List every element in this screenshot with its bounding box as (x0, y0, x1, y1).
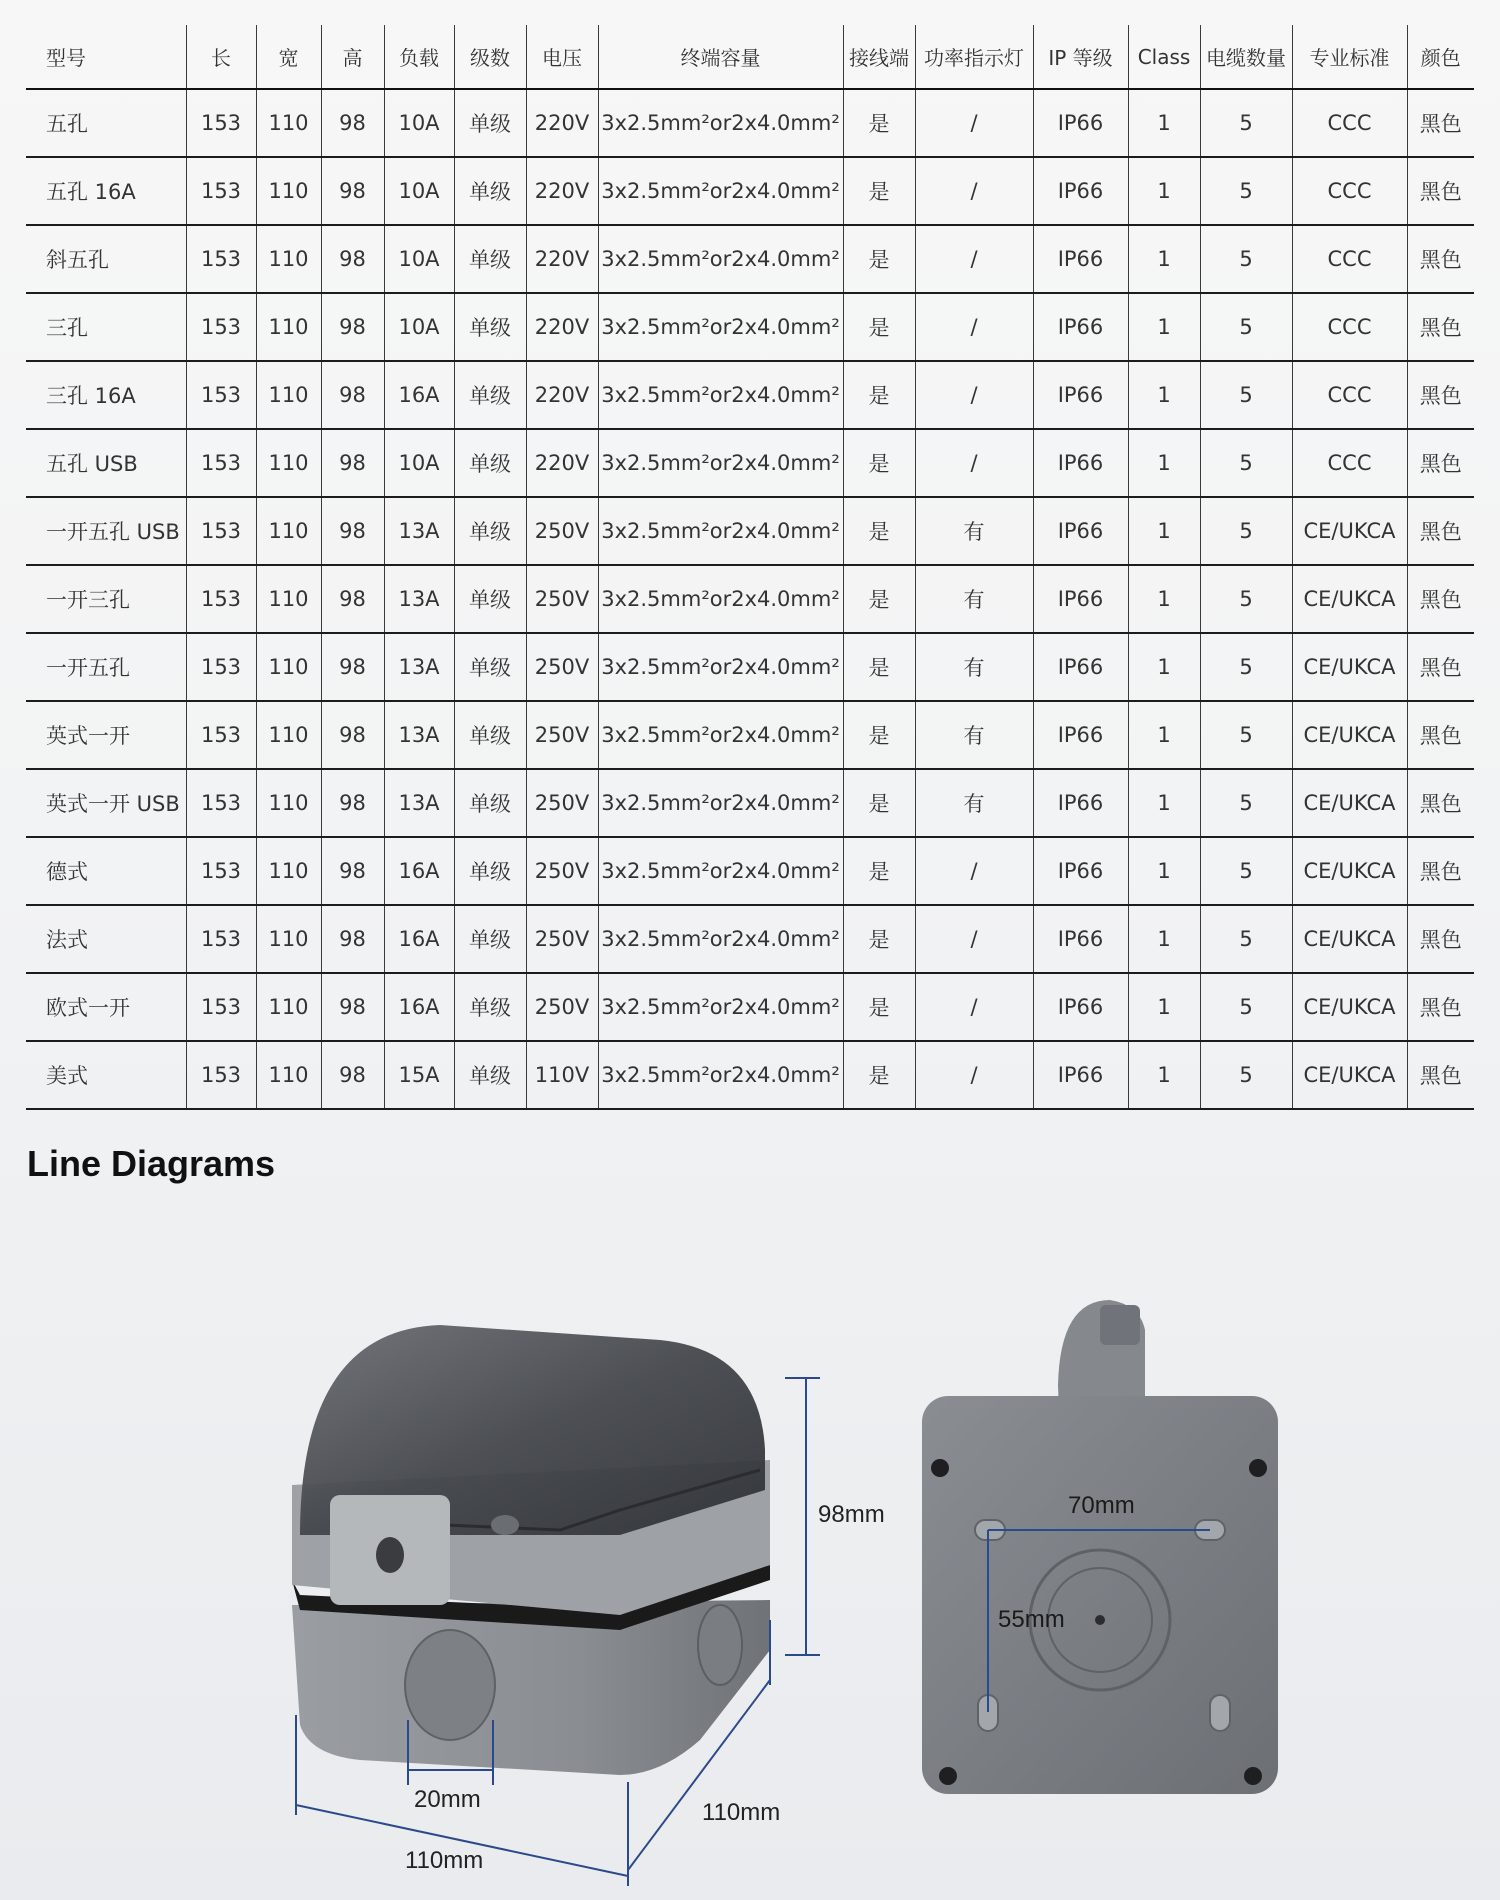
model-cell: 五孔 16A (26, 157, 186, 225)
column-header: 专业标准 (1292, 25, 1407, 89)
spec-cell: 250V (526, 633, 598, 701)
spec-cell: IP66 (1033, 225, 1128, 293)
spec-cell: 5 (1200, 1041, 1292, 1109)
spec-cell: 是 (843, 89, 915, 157)
spec-cell: 5 (1200, 769, 1292, 837)
spec-cell: 13A (384, 497, 454, 565)
spec-cell: IP66 (1033, 701, 1128, 769)
spec-cell: 110 (256, 361, 321, 429)
model-cell: 一开五孔 USB (26, 497, 186, 565)
spec-cell: 5 (1200, 565, 1292, 633)
table-row (26, 293, 1474, 361)
spec-cell: 3x2.5mm²or2x4.0mm² (598, 633, 843, 701)
spec-cell: 10A (384, 429, 454, 497)
mount-height-label: 55mm (998, 1606, 1065, 1633)
spec-cell: CCC (1292, 89, 1407, 157)
spec-cell: 有 (915, 565, 1033, 633)
spec-cell: 13A (384, 565, 454, 633)
spec-cell: 5 (1200, 701, 1292, 769)
model-cell: 一开五孔 (26, 633, 186, 701)
spec-cell: 有 (915, 497, 1033, 565)
table-row (26, 769, 1474, 837)
section-title: Line Diagrams (27, 1143, 276, 1184)
spec-cell: 220V (526, 429, 598, 497)
spec-cell: 3x2.5mm²or2x4.0mm² (598, 225, 843, 293)
model-cell: 德式 (26, 837, 186, 905)
spec-cell: 153 (186, 293, 256, 361)
spec-cell: 是 (843, 701, 915, 769)
spec-cell: 黑色 (1407, 973, 1474, 1041)
spec-cell: 110 (256, 565, 321, 633)
spec-cell: 10A (384, 89, 454, 157)
spec-cell: 是 (843, 293, 915, 361)
spec-cell: 单级 (454, 565, 526, 633)
spec-cell: 5 (1200, 89, 1292, 157)
spec-cell: 98 (321, 701, 384, 769)
spec-cell: 黑色 (1407, 293, 1474, 361)
model-cell: 英式一开 (26, 701, 186, 769)
spec-cell: IP66 (1033, 905, 1128, 973)
column-header: 级数 (454, 25, 526, 89)
spec-cell: 3x2.5mm²or2x4.0mm² (598, 701, 843, 769)
spec-cell: 3x2.5mm²or2x4.0mm² (598, 293, 843, 361)
model-cell: 一开三孔 (26, 565, 186, 633)
spec-cell: IP66 (1033, 1041, 1128, 1109)
spec-cell: 110 (256, 633, 321, 701)
model-cell: 五孔 USB (26, 429, 186, 497)
spec-cell: / (915, 837, 1033, 905)
spec-cell: 153 (186, 497, 256, 565)
spec-cell: 1 (1128, 293, 1200, 361)
spec-cell: 153 (186, 429, 256, 497)
spec-cell: 单级 (454, 633, 526, 701)
header-row (26, 25, 1474, 89)
spec-cell: 110 (256, 973, 321, 1041)
spec-cell: 153 (186, 837, 256, 905)
spec-cell: CE/UKCA (1292, 1041, 1407, 1109)
spec-cell: 13A (384, 769, 454, 837)
spec-cell: 98 (321, 225, 384, 293)
spec-cell: IP66 (1033, 837, 1128, 905)
spec-cell: CE/UKCA (1292, 701, 1407, 769)
hole-label: 20mm (414, 1786, 481, 1813)
spec-cell: IP66 (1033, 361, 1128, 429)
spec-cell: 10A (384, 293, 454, 361)
spec-cell: IP66 (1033, 769, 1128, 837)
spec-cell: 98 (321, 905, 384, 973)
spec-cell: 110 (256, 293, 321, 361)
spec-cell: 是 (843, 497, 915, 565)
spec-cell: CE/UKCA (1292, 905, 1407, 973)
spec-cell: 1 (1128, 905, 1200, 973)
spec-cell: 黑色 (1407, 157, 1474, 225)
spec-cell: 10A (384, 157, 454, 225)
spec-cell: 98 (321, 565, 384, 633)
spec-cell: 单级 (454, 497, 526, 565)
spec-cell: 98 (321, 497, 384, 565)
spec-cell: 98 (321, 89, 384, 157)
spec-cell: 5 (1200, 225, 1292, 293)
spec-cell: IP66 (1033, 89, 1128, 157)
spec-cell: 单级 (454, 361, 526, 429)
spec-cell: 153 (186, 89, 256, 157)
spec-cell: 110 (256, 429, 321, 497)
spec-cell: 5 (1200, 837, 1292, 905)
spec-cell: 5 (1200, 293, 1292, 361)
spec-cell: 黑色 (1407, 1041, 1474, 1109)
spec-cell: IP66 (1033, 157, 1128, 225)
spec-cell: 3x2.5mm²or2x4.0mm² (598, 157, 843, 225)
spec-cell: 220V (526, 293, 598, 361)
spec-cell: 是 (843, 633, 915, 701)
table-row (26, 701, 1474, 769)
spec-cell: 98 (321, 361, 384, 429)
spec-cell: 3x2.5mm²or2x4.0mm² (598, 905, 843, 973)
spec-cell: 黑色 (1407, 497, 1474, 565)
table-row (26, 1041, 1474, 1109)
spec-cell: 单级 (454, 157, 526, 225)
spec-cell: 1 (1128, 1041, 1200, 1109)
spec-table (26, 25, 1474, 1110)
spec-cell: CCC (1292, 157, 1407, 225)
spec-cell: 5 (1200, 633, 1292, 701)
spec-cell: 220V (526, 225, 598, 293)
spec-cell: 220V (526, 157, 598, 225)
column-header: Class (1128, 25, 1200, 89)
spec-cell: 98 (321, 769, 384, 837)
spec-cell: 153 (186, 1041, 256, 1109)
column-header: 电压 (526, 25, 598, 89)
spec-cell: 是 (843, 157, 915, 225)
spec-cell: IP66 (1033, 293, 1128, 361)
spec-cell: 98 (321, 633, 384, 701)
spec-cell: 16A (384, 905, 454, 973)
enclosure-perspective-view (292, 1325, 770, 1775)
column-header: 宽 (256, 25, 321, 89)
spec-cell: 黑色 (1407, 837, 1474, 905)
spec-cell: 5 (1200, 361, 1292, 429)
spec-cell: 153 (186, 157, 256, 225)
spec-cell: IP66 (1033, 497, 1128, 565)
spec-cell: 5 (1200, 973, 1292, 1041)
spec-cell: 单级 (454, 293, 526, 361)
spec-cell: 98 (321, 429, 384, 497)
model-cell: 英式一开 USB (26, 769, 186, 837)
spec-cell: 单级 (454, 973, 526, 1041)
spec-cell: 3x2.5mm²or2x4.0mm² (598, 769, 843, 837)
spec-cell: 16A (384, 361, 454, 429)
model-cell: 三孔 16A (26, 361, 186, 429)
spec-cell: 是 (843, 837, 915, 905)
spec-cell: / (915, 905, 1033, 973)
spec-cell: 110 (256, 225, 321, 293)
spec-cell: 是 (843, 769, 915, 837)
spec-cell: 3x2.5mm²or2x4.0mm² (598, 1041, 843, 1109)
table-row (26, 225, 1474, 293)
spec-cell: 3x2.5mm²or2x4.0mm² (598, 89, 843, 157)
depth-label: 110mm (702, 1799, 781, 1826)
spec-cell: 黑色 (1407, 701, 1474, 769)
spec-cell: 是 (843, 565, 915, 633)
spec-cell: 98 (321, 1041, 384, 1109)
spec-cell: 是 (843, 973, 915, 1041)
spec-cell: 250V (526, 973, 598, 1041)
spec-cell: / (915, 89, 1033, 157)
spec-cell: CCC (1292, 361, 1407, 429)
spec-cell: 153 (186, 769, 256, 837)
column-header: IP 等级 (1033, 25, 1128, 89)
spec-cell: 黑色 (1407, 361, 1474, 429)
spec-cell: 10A (384, 225, 454, 293)
spec-table-body (26, 89, 1474, 1109)
spec-cell: 1 (1128, 837, 1200, 905)
spec-cell: 15A (384, 1041, 454, 1109)
spec-cell: 98 (321, 973, 384, 1041)
height-dimension (785, 1378, 885, 1655)
spec-cell: IP66 (1033, 565, 1128, 633)
table-row (26, 361, 1474, 429)
spec-cell: 1 (1128, 497, 1200, 565)
column-header: 颜色 (1407, 25, 1474, 89)
spec-cell: 16A (384, 837, 454, 905)
spec-cell: 黑色 (1407, 225, 1474, 293)
spec-cell: CE/UKCA (1292, 633, 1407, 701)
model-cell: 欧式一开 (26, 973, 186, 1041)
spec-cell: 153 (186, 565, 256, 633)
table-row (26, 429, 1474, 497)
spec-cell: 220V (526, 89, 598, 157)
spec-cell: 110 (256, 837, 321, 905)
spec-cell: 110 (256, 497, 321, 565)
spec-cell: / (915, 225, 1033, 293)
spec-cell: 3x2.5mm²or2x4.0mm² (598, 837, 843, 905)
spec-cell: 单级 (454, 429, 526, 497)
width-label: 110mm (405, 1847, 484, 1874)
model-cell: 法式 (26, 905, 186, 973)
spec-cell: 220V (526, 361, 598, 429)
spec-cell: 153 (186, 361, 256, 429)
spec-cell: 3x2.5mm²or2x4.0mm² (598, 973, 843, 1041)
spec-cell: CCC (1292, 429, 1407, 497)
spec-cell: 黑色 (1407, 429, 1474, 497)
column-header: 高 (321, 25, 384, 89)
table-row (26, 89, 1474, 157)
spec-cell: 1 (1128, 973, 1200, 1041)
spec-cell: 13A (384, 633, 454, 701)
spec-cell: 有 (915, 633, 1033, 701)
spec-cell: 单级 (454, 225, 526, 293)
spec-cell: 单级 (454, 89, 526, 157)
spec-cell: 250V (526, 497, 598, 565)
spec-cell: 1 (1128, 361, 1200, 429)
spec-cell: 1 (1128, 769, 1200, 837)
table-row (26, 633, 1474, 701)
spec-cell: CE/UKCA (1292, 769, 1407, 837)
spec-cell: 250V (526, 837, 598, 905)
spec-cell: 153 (186, 905, 256, 973)
spec-cell: 5 (1200, 429, 1292, 497)
spec-cell: / (915, 429, 1033, 497)
spec-cell: 单级 (454, 701, 526, 769)
spec-cell: 1 (1128, 225, 1200, 293)
spec-cell: 250V (526, 701, 598, 769)
spec-cell: 1 (1128, 429, 1200, 497)
spec-cell: 5 (1200, 157, 1292, 225)
spec-cell: 黑色 (1407, 633, 1474, 701)
spec-cell: 是 (843, 1041, 915, 1109)
spec-cell: CE/UKCA (1292, 497, 1407, 565)
spec-cell: 110 (256, 769, 321, 837)
column-header: 终端容量 (598, 25, 843, 89)
spec-cell: / (915, 361, 1033, 429)
spec-cell: 153 (186, 701, 256, 769)
column-header: 负载 (384, 25, 454, 89)
enclosure-rear-view (922, 1300, 1278, 1794)
spec-cell: 3x2.5mm²or2x4.0mm² (598, 565, 843, 633)
spec-cell: 黑色 (1407, 905, 1474, 973)
mount-width-label: 70mm (1068, 1492, 1135, 1519)
spec-cell: 1 (1128, 633, 1200, 701)
spec-cell: 98 (321, 157, 384, 225)
spec-cell: 250V (526, 769, 598, 837)
line-diagram (0, 1200, 1500, 1900)
spec-table-header (26, 25, 1474, 89)
spec-cell: CE/UKCA (1292, 973, 1407, 1041)
spec-cell: 1 (1128, 89, 1200, 157)
spec-cell: / (915, 1041, 1033, 1109)
spec-cell: 3x2.5mm²or2x4.0mm² (598, 429, 843, 497)
table-row (26, 973, 1474, 1041)
spec-cell: 单级 (454, 1041, 526, 1109)
spec-cell: 250V (526, 565, 598, 633)
spec-cell: 98 (321, 293, 384, 361)
spec-cell: IP66 (1033, 633, 1128, 701)
spec-cell: IP66 (1033, 973, 1128, 1041)
model-cell: 三孔 (26, 293, 186, 361)
spec-cell: 黑色 (1407, 769, 1474, 837)
height-label: 98mm (818, 1501, 885, 1528)
spec-cell: 153 (186, 633, 256, 701)
spec-cell: 1 (1128, 565, 1200, 633)
spec-cell: CE/UKCA (1292, 565, 1407, 633)
spec-cell: 110 (256, 157, 321, 225)
spec-cell: CE/UKCA (1292, 837, 1407, 905)
spec-cell: / (915, 293, 1033, 361)
column-header: 型号 (26, 25, 186, 89)
spec-cell: 98 (321, 837, 384, 905)
spec-cell: 110 (256, 905, 321, 973)
table-row (26, 497, 1474, 565)
spec-cell: 3x2.5mm²or2x4.0mm² (598, 497, 843, 565)
spec-cell: 16A (384, 973, 454, 1041)
spec-cell: 250V (526, 905, 598, 973)
model-cell: 斜五孔 (26, 225, 186, 293)
table-row (26, 565, 1474, 633)
spec-cell: 有 (915, 701, 1033, 769)
spec-cell: 是 (843, 361, 915, 429)
column-header: 接线端 (843, 25, 915, 89)
spec-cell: 是 (843, 905, 915, 973)
spec-cell: 110 (256, 1041, 321, 1109)
table-row (26, 157, 1474, 225)
model-cell: 美式 (26, 1041, 186, 1109)
spec-cell: 153 (186, 225, 256, 293)
spec-cell: 黑色 (1407, 565, 1474, 633)
spec-cell: 153 (186, 973, 256, 1041)
column-header: 功率指示灯 (915, 25, 1033, 89)
spec-cell: 单级 (454, 837, 526, 905)
spec-cell: 5 (1200, 497, 1292, 565)
spec-cell: 110 (256, 701, 321, 769)
column-header: 长 (186, 25, 256, 89)
spec-cell: 是 (843, 225, 915, 293)
spec-cell: CCC (1292, 293, 1407, 361)
spec-cell: / (915, 973, 1033, 1041)
column-header: 电缆数量 (1200, 25, 1292, 89)
spec-cell: 单级 (454, 769, 526, 837)
spec-cell: 13A (384, 701, 454, 769)
table-row (26, 905, 1474, 973)
spec-cell: 110V (526, 1041, 598, 1109)
spec-cell: CCC (1292, 225, 1407, 293)
spec-cell: 黑色 (1407, 89, 1474, 157)
spec-cell: / (915, 157, 1033, 225)
spec-cell: 1 (1128, 701, 1200, 769)
table-row (26, 837, 1474, 905)
model-cell: 五孔 (26, 89, 186, 157)
spec-cell: 单级 (454, 905, 526, 973)
spec-cell: 有 (915, 769, 1033, 837)
spec-cell: 110 (256, 89, 321, 157)
spec-cell: 是 (843, 429, 915, 497)
spec-cell: 3x2.5mm²or2x4.0mm² (598, 361, 843, 429)
spec-cell: 5 (1200, 905, 1292, 973)
spec-cell: 1 (1128, 157, 1200, 225)
spec-cell: IP66 (1033, 429, 1128, 497)
